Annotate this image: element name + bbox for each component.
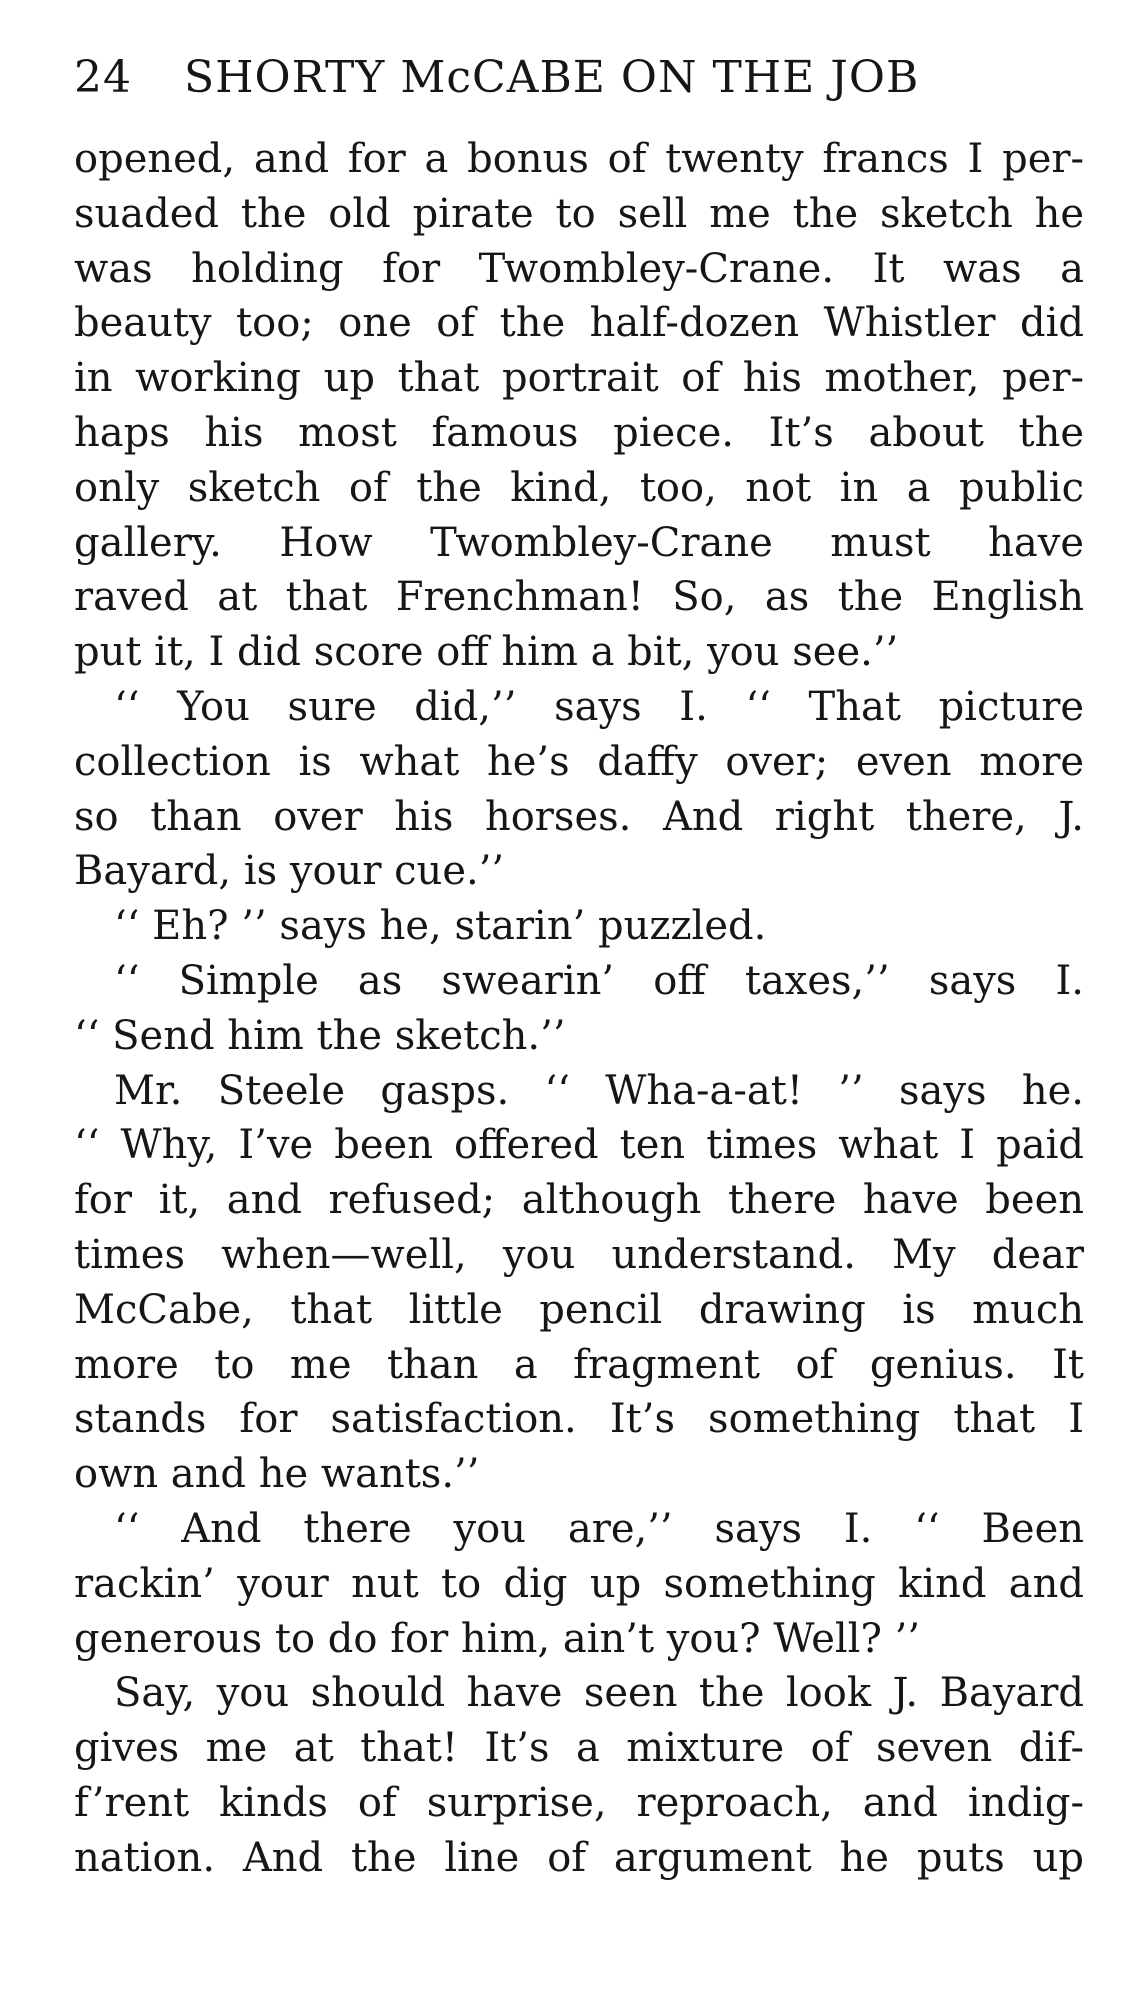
text-line: ‘‘ Eh? ’’ says he, starin’ puzzled.	[114, 903, 767, 950]
running-title: SHORTY McCABE ON THE JOB	[184, 52, 920, 103]
book-page	[74, 52, 1084, 1886]
text-line: Mr. Steele gasps. ‘‘ Wha-a-at! ’’ says he.	[114, 1067, 1084, 1114]
text-line: ‘‘ You sure did,’’ says I. ‘‘ That picture	[114, 683, 1084, 730]
text-line: so than over his horses. And right there, J.	[74, 793, 1084, 840]
text-line: suaded the old pirate to sell me the sketch he	[74, 190, 1084, 237]
text-line: Bayard, is your cue.’’	[74, 848, 505, 895]
text-line: nation. And the line of argument he puts up	[74, 1834, 1084, 1881]
text-line: for it, and refused; although there have been	[74, 1177, 1084, 1224]
text-line: gallery. How Twombley-Crane must have	[74, 519, 1084, 566]
text-line: ‘‘ Simple as swearin’ off taxes,’’ says I.	[114, 957, 1084, 1004]
text-line: rackin’ your nut to dig up something kind and	[74, 1560, 1084, 1607]
text-line: only sketch of the kind, too, not in a public	[74, 464, 1084, 511]
text-line: gives me at that! It’s a mixture of seven dif-	[74, 1725, 1084, 1772]
body-text	[74, 132, 1084, 1886]
text-line: raved at that Frenchman! So, as the English	[74, 574, 1084, 621]
text-line: ‘‘ And there you are,’’ says I. ‘‘ Been	[114, 1505, 1084, 1552]
text-line: in working up that portrait of his mother, per-	[74, 355, 1084, 402]
text-line: ‘‘ Send him the sketch.’’	[74, 1012, 566, 1059]
text-line: put it, I did score off him a bit, you see.’’	[74, 629, 899, 676]
text-line: f’rent kinds of surprise, reproach, and indig-	[74, 1779, 1084, 1826]
running-head	[74, 52, 1084, 124]
text-line: generous to do for him, ain’t you? Well? ’’	[74, 1615, 921, 1662]
text-line: beauty too; one of the half-dozen Whistler did	[74, 300, 1084, 347]
text-line: was holding for Twombley-Crane. It was a	[74, 245, 1084, 292]
text-line: stands for satisfaction. It’s something that I	[74, 1396, 1084, 1443]
text-line: McCabe, that little pencil drawing is much	[74, 1286, 1084, 1333]
text-line: own and he wants.’’	[74, 1451, 480, 1498]
text-line: opened, and for a bonus of twenty francs I per-	[74, 136, 1084, 182]
text-line: Say, you should have seen the look J. Bayard	[114, 1670, 1084, 1717]
text-line: haps his most famous piece. It’s about the	[74, 409, 1084, 456]
text-line: more to me than a fragment of genius. It	[74, 1341, 1084, 1388]
page-number: 24	[74, 52, 132, 103]
text-line: collection is what he’s daffy over; even more	[74, 738, 1084, 785]
text-line: times when—well, you understand. My dear	[74, 1231, 1084, 1278]
text-line: ‘‘ Why, I’ve been offered ten times what I paid	[74, 1122, 1084, 1169]
